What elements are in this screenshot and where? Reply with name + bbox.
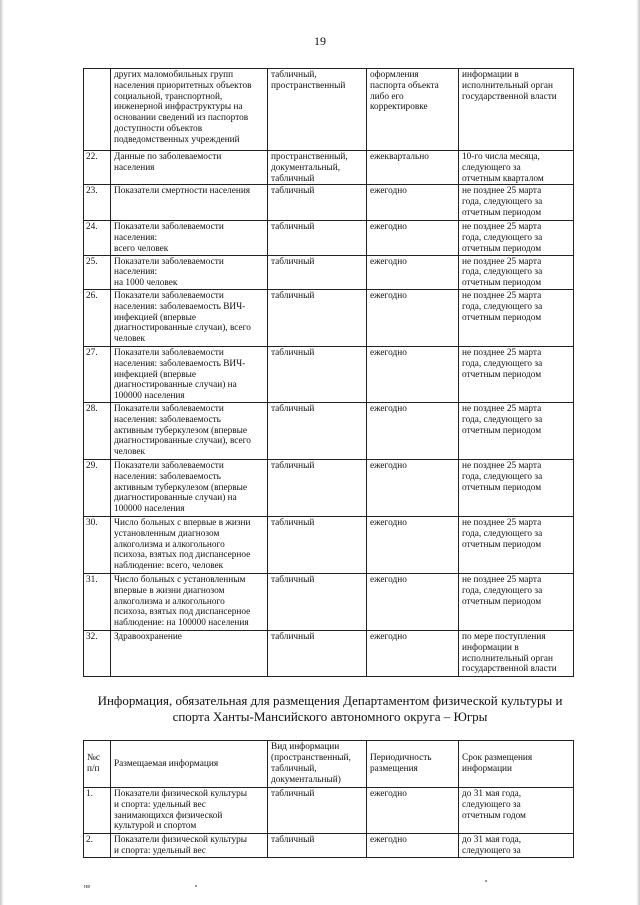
row-info-type: табличный — [268, 255, 367, 289]
row-number: 23. — [84, 185, 111, 221]
row-number: 31. — [84, 574, 111, 631]
header-number: №с п/п — [84, 741, 111, 788]
row-info-type: табличный — [268, 788, 367, 834]
row-number: 25. — [84, 255, 111, 289]
table-row — [84, 69, 574, 151]
row-info-type: табличный, пространственный — [268, 69, 367, 151]
table-row — [84, 185, 574, 221]
table-row — [84, 460, 574, 517]
row-info-name: Показатели заболеваемости населения: на 1000 человек — [111, 255, 268, 289]
row-deadline: не позднее 25 марта года, следующего за отчетным периодом — [459, 460, 574, 517]
row-info-name: Показатели заболеваемости населения: заболеваемость активным туберкулезом (впервые диагностированные случаи) на 100000 населения — [111, 460, 268, 517]
row-deadline: не позднее 25 марта года, следующего за отчетным периодом — [459, 185, 574, 221]
row-info-type: табличный — [268, 460, 367, 517]
section-heading: Информация, обязательная для размещения Департаментом физической культуры и спорта Ханты-Мансийского автономного округа – Югры — [97, 693, 563, 725]
row-deadline: информации в исполнительный орган государственной власти — [459, 69, 574, 151]
header-periodicity: Периодичность размещения — [367, 741, 459, 788]
row-deadline: не позднее 25 марта года, следующего за отчетным периодом — [459, 290, 574, 347]
row-info-name: Число больных с впервые в жизни установленным диагнозом алкоголизма и алкогольного психоза, взятых под диспансерное наблюдение: всего, человек — [111, 517, 268, 574]
row-number: 2. — [84, 834, 111, 858]
row-periodicity: оформления паспорта объекта либо его корректировке — [367, 69, 459, 151]
row-info-name: Показатели заболеваемости населения: всего человек — [111, 221, 268, 255]
table-row — [84, 631, 574, 677]
bottom-information-table — [83, 740, 574, 858]
row-info-name: Показатели смертности населения — [111, 185, 268, 221]
row-periodicity: ежегодно — [367, 221, 459, 255]
row-info-name: Показатели заболеваемости населения: заболеваемость ВИЧ- инфекцией (впервые диагностированные случаи) на 100000 населения — [111, 347, 268, 403]
row-info-type: пространственный, документальный, табличный — [268, 151, 367, 185]
row-number: 24. — [84, 221, 111, 255]
table-row — [84, 403, 574, 460]
row-info-name: Здравоохранение — [111, 631, 268, 677]
row-info-type: табличный — [268, 290, 367, 347]
row-periodicity: ежегодно — [367, 574, 459, 631]
row-number: 29. — [84, 460, 111, 517]
row-periodicity: ежегодно — [367, 631, 459, 677]
row-info-name: Показатели физической культуры и спорта: удельный вес занимающихся физической культурой и спортом — [111, 788, 268, 834]
row-deadline: до 31 мая года, следующего за — [459, 834, 574, 858]
table-row — [84, 347, 574, 403]
row-periodicity: ежегодно — [367, 834, 459, 858]
row-number: 26. — [84, 290, 111, 347]
scan-edge-right — [636, 0, 640, 905]
table-row — [84, 788, 574, 834]
row-periodicity: ежегодно — [367, 460, 459, 517]
row-deadline: не позднее 25 марта года, следующего за отчетным периодом — [459, 517, 574, 574]
table-header-row — [84, 741, 574, 788]
row-info-type: табличный — [268, 517, 367, 574]
row-info-name: Показатели заболеваемости населения: заболеваемость ВИЧ- инфекцией (впервые диагностированные случаи), всего человек — [111, 290, 268, 347]
scan-speck — [195, 885, 197, 887]
row-deadline: не позднее 25 марта года, следующего за отчетным периодом — [459, 347, 574, 403]
row-number: 30. — [84, 517, 111, 574]
table-row — [84, 834, 574, 858]
row-deadline: до 31 мая года, следующего за отчетным годом — [459, 788, 574, 834]
row-info-type: табличный — [268, 347, 367, 403]
row-number: 22. — [84, 151, 111, 185]
row-periodicity: ежеквартально — [367, 151, 459, 185]
header-info-name: Размещаемая информация — [111, 741, 268, 788]
header-deadline: Срок размещения информации — [459, 741, 574, 788]
row-number: 32. — [84, 631, 111, 677]
row-deadline: не позднее 25 марта года, следующего за отчетным периодом — [459, 403, 574, 460]
row-number: 27. — [84, 347, 111, 403]
row-periodicity: ежегодно — [367, 788, 459, 834]
page-number: 19 — [314, 34, 326, 48]
row-periodicity: ежегодно — [367, 347, 459, 403]
row-periodicity: ежегодно — [367, 185, 459, 221]
row-info-name: Число больных с установленным впервые в жизни диагнозом алкоголизма и алкогольного психоза, взятых под диспансерное наблюдение: на 100000 населения — [111, 574, 268, 631]
footer-mark: нв — [84, 884, 91, 890]
row-info-name: Показатели физической культуры и спорта: удельный вес — [111, 834, 268, 858]
row-number — [84, 69, 111, 151]
row-deadline: 10-го числа месяца, следующего за отчетным кварталом — [459, 151, 574, 185]
header-info-type: Вид информации (пространственный, табличный, документальный) — [268, 741, 367, 788]
top-information-table — [83, 68, 574, 677]
row-info-type: табличный — [268, 185, 367, 221]
row-periodicity: ежегодно — [367, 403, 459, 460]
row-periodicity: ежегодно — [367, 517, 459, 574]
table-row — [84, 151, 574, 185]
row-info-name: Данные по заболеваемости населения — [111, 151, 268, 185]
row-number: 1. — [84, 788, 111, 834]
row-deadline: не позднее 25 марта года, следующего за отчетным периодом — [459, 574, 574, 631]
table-row — [84, 517, 574, 574]
row-info-type: табличный — [268, 403, 367, 460]
table-row — [84, 255, 574, 289]
table-row — [84, 290, 574, 347]
row-info-name: Показатели заболеваемости населения: заболеваемость активным туберкулезом (впервые диагностированные случаи), всего человек — [111, 403, 268, 460]
row-periodicity: ежегодно — [367, 290, 459, 347]
scan-speck — [485, 880, 487, 882]
row-number: 28. — [84, 403, 111, 460]
row-info-type: табличный — [268, 834, 367, 858]
table-row — [84, 221, 574, 255]
row-deadline: по мере поступления информации в исполнительный орган государственной власти — [459, 631, 574, 677]
row-deadline: не позднее 25 марта года, следующего за отчетным периодом — [459, 255, 574, 289]
scan-edge-left — [0, 0, 4, 905]
row-info-type: табличный — [268, 221, 367, 255]
row-periodicity: ежегодно — [367, 255, 459, 289]
row-deadline: не позднее 25 марта года, следующего за отчетным периодом — [459, 221, 574, 255]
row-info-type: табличный — [268, 574, 367, 631]
row-info-name: других маломобильных групп населения приоритетных объектов социальной, транспортной, инженерной инфраструктуры на основании сведений из паспортов доступности объектов подведомственных учреждений — [111, 69, 268, 151]
table-row — [84, 574, 574, 631]
row-info-type: табличный — [268, 631, 367, 677]
